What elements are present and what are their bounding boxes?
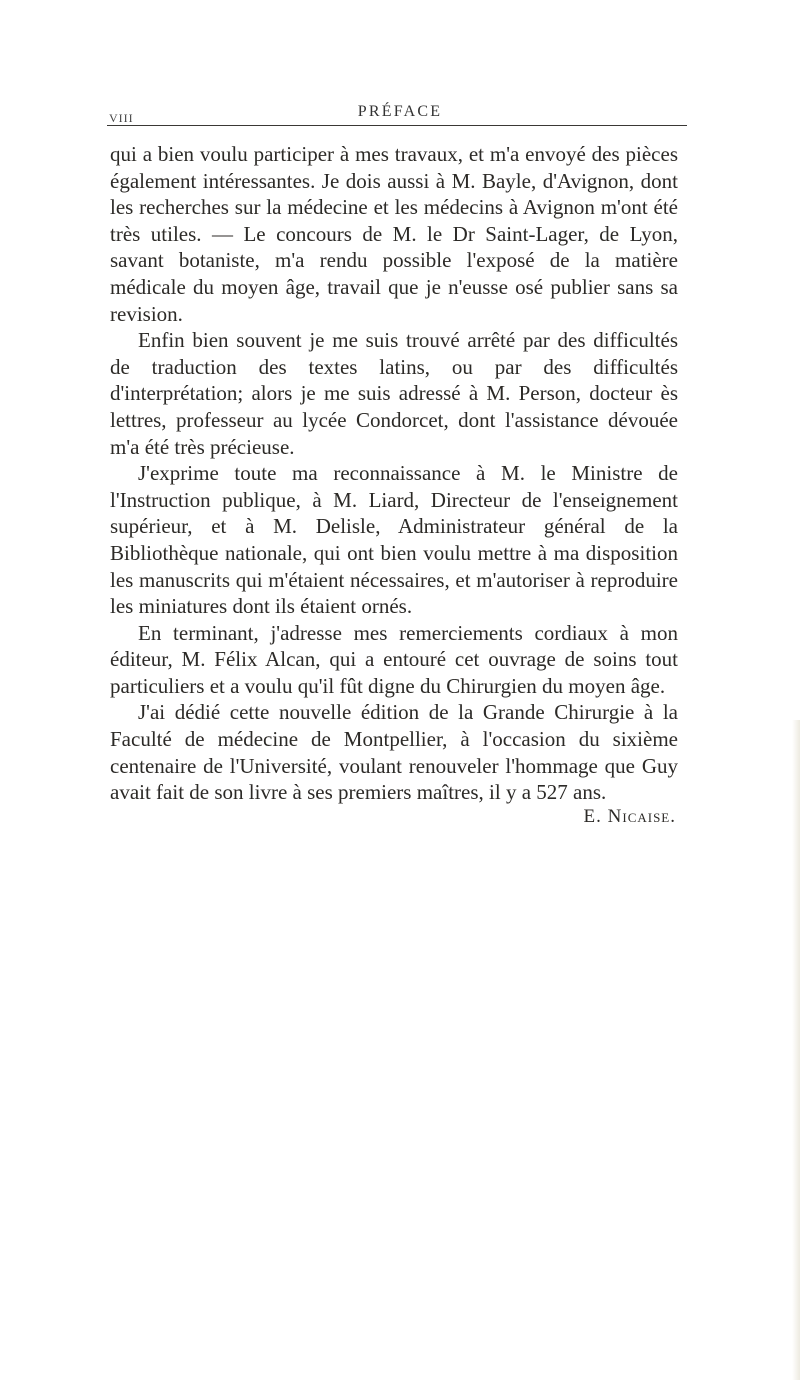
paragraph-2: Enfin bien souvent je me suis trouvé arrêté par des difficultés de traduction des textes latins, ou par des difficultés d'interprétation; alors je me suis adressé à M. Person, docteur ès lettres, professeur au lycée Condorcet, dont l'assistance dévouée m'a été très précieuse. xyxy=(110,328,678,459)
paragraph-4: En terminant, j'adresse mes remerciements cordiaux à mon éditeur, M. Félix Alcan, qui a entouré cet ouvrage de soins tout particuliers et a voulu qu'il fût digne du Chirurgien du moyen âge. xyxy=(110,620,678,698)
paragraph-1: qui a bien voulu participer à mes travaux, et m'a envoyé des pièces également intéressantes. Je dois aussi à M. Bayle, d'Avignon, dont les recherches sur la médecine et les médecins à Avignon m'ont été très utiles. — Le concours de M. le Dr Saint-Lager, de Lyon, savant botaniste, m'a rendu possible l'exposé de la matière médicale du moyen âge, travail que je n'eusse osé publier sans sa revision. xyxy=(110,142,678,326)
running-title: PRÉFACE xyxy=(357,103,443,120)
paragraph-3: J'exprime toute ma reconnaissance à M. le Ministre de l'Instruction publique, à M. Liard, Directeur de l'enseignement supérieur, et à M. Delisle, Administrateur général de la Bibliothèque nationale, qui ont bien voulu mettre à ma disposition les manuscrits qui m'étaient nécessaires, et m'autoriser à reproduire les miniatures dont ils étaient ornés. xyxy=(110,461,678,619)
page-edge-shadow xyxy=(792,720,800,1380)
page-number: VIII xyxy=(109,111,134,125)
body-text xyxy=(110,141,678,806)
paragraph-5: J'ai dédié cette nouvelle édition de la Grande Chirurgie à la Faculté de médecine de Montpellier, à l'occasion du sixième centenaire de l'Université, voulant renouveler l'hommage que Guy avait fait de son livre à ses premiers maîtres, il y a 527 ans. xyxy=(110,700,678,805)
header-rule xyxy=(107,125,687,126)
author-signature: E. Nicaise. xyxy=(583,806,676,827)
